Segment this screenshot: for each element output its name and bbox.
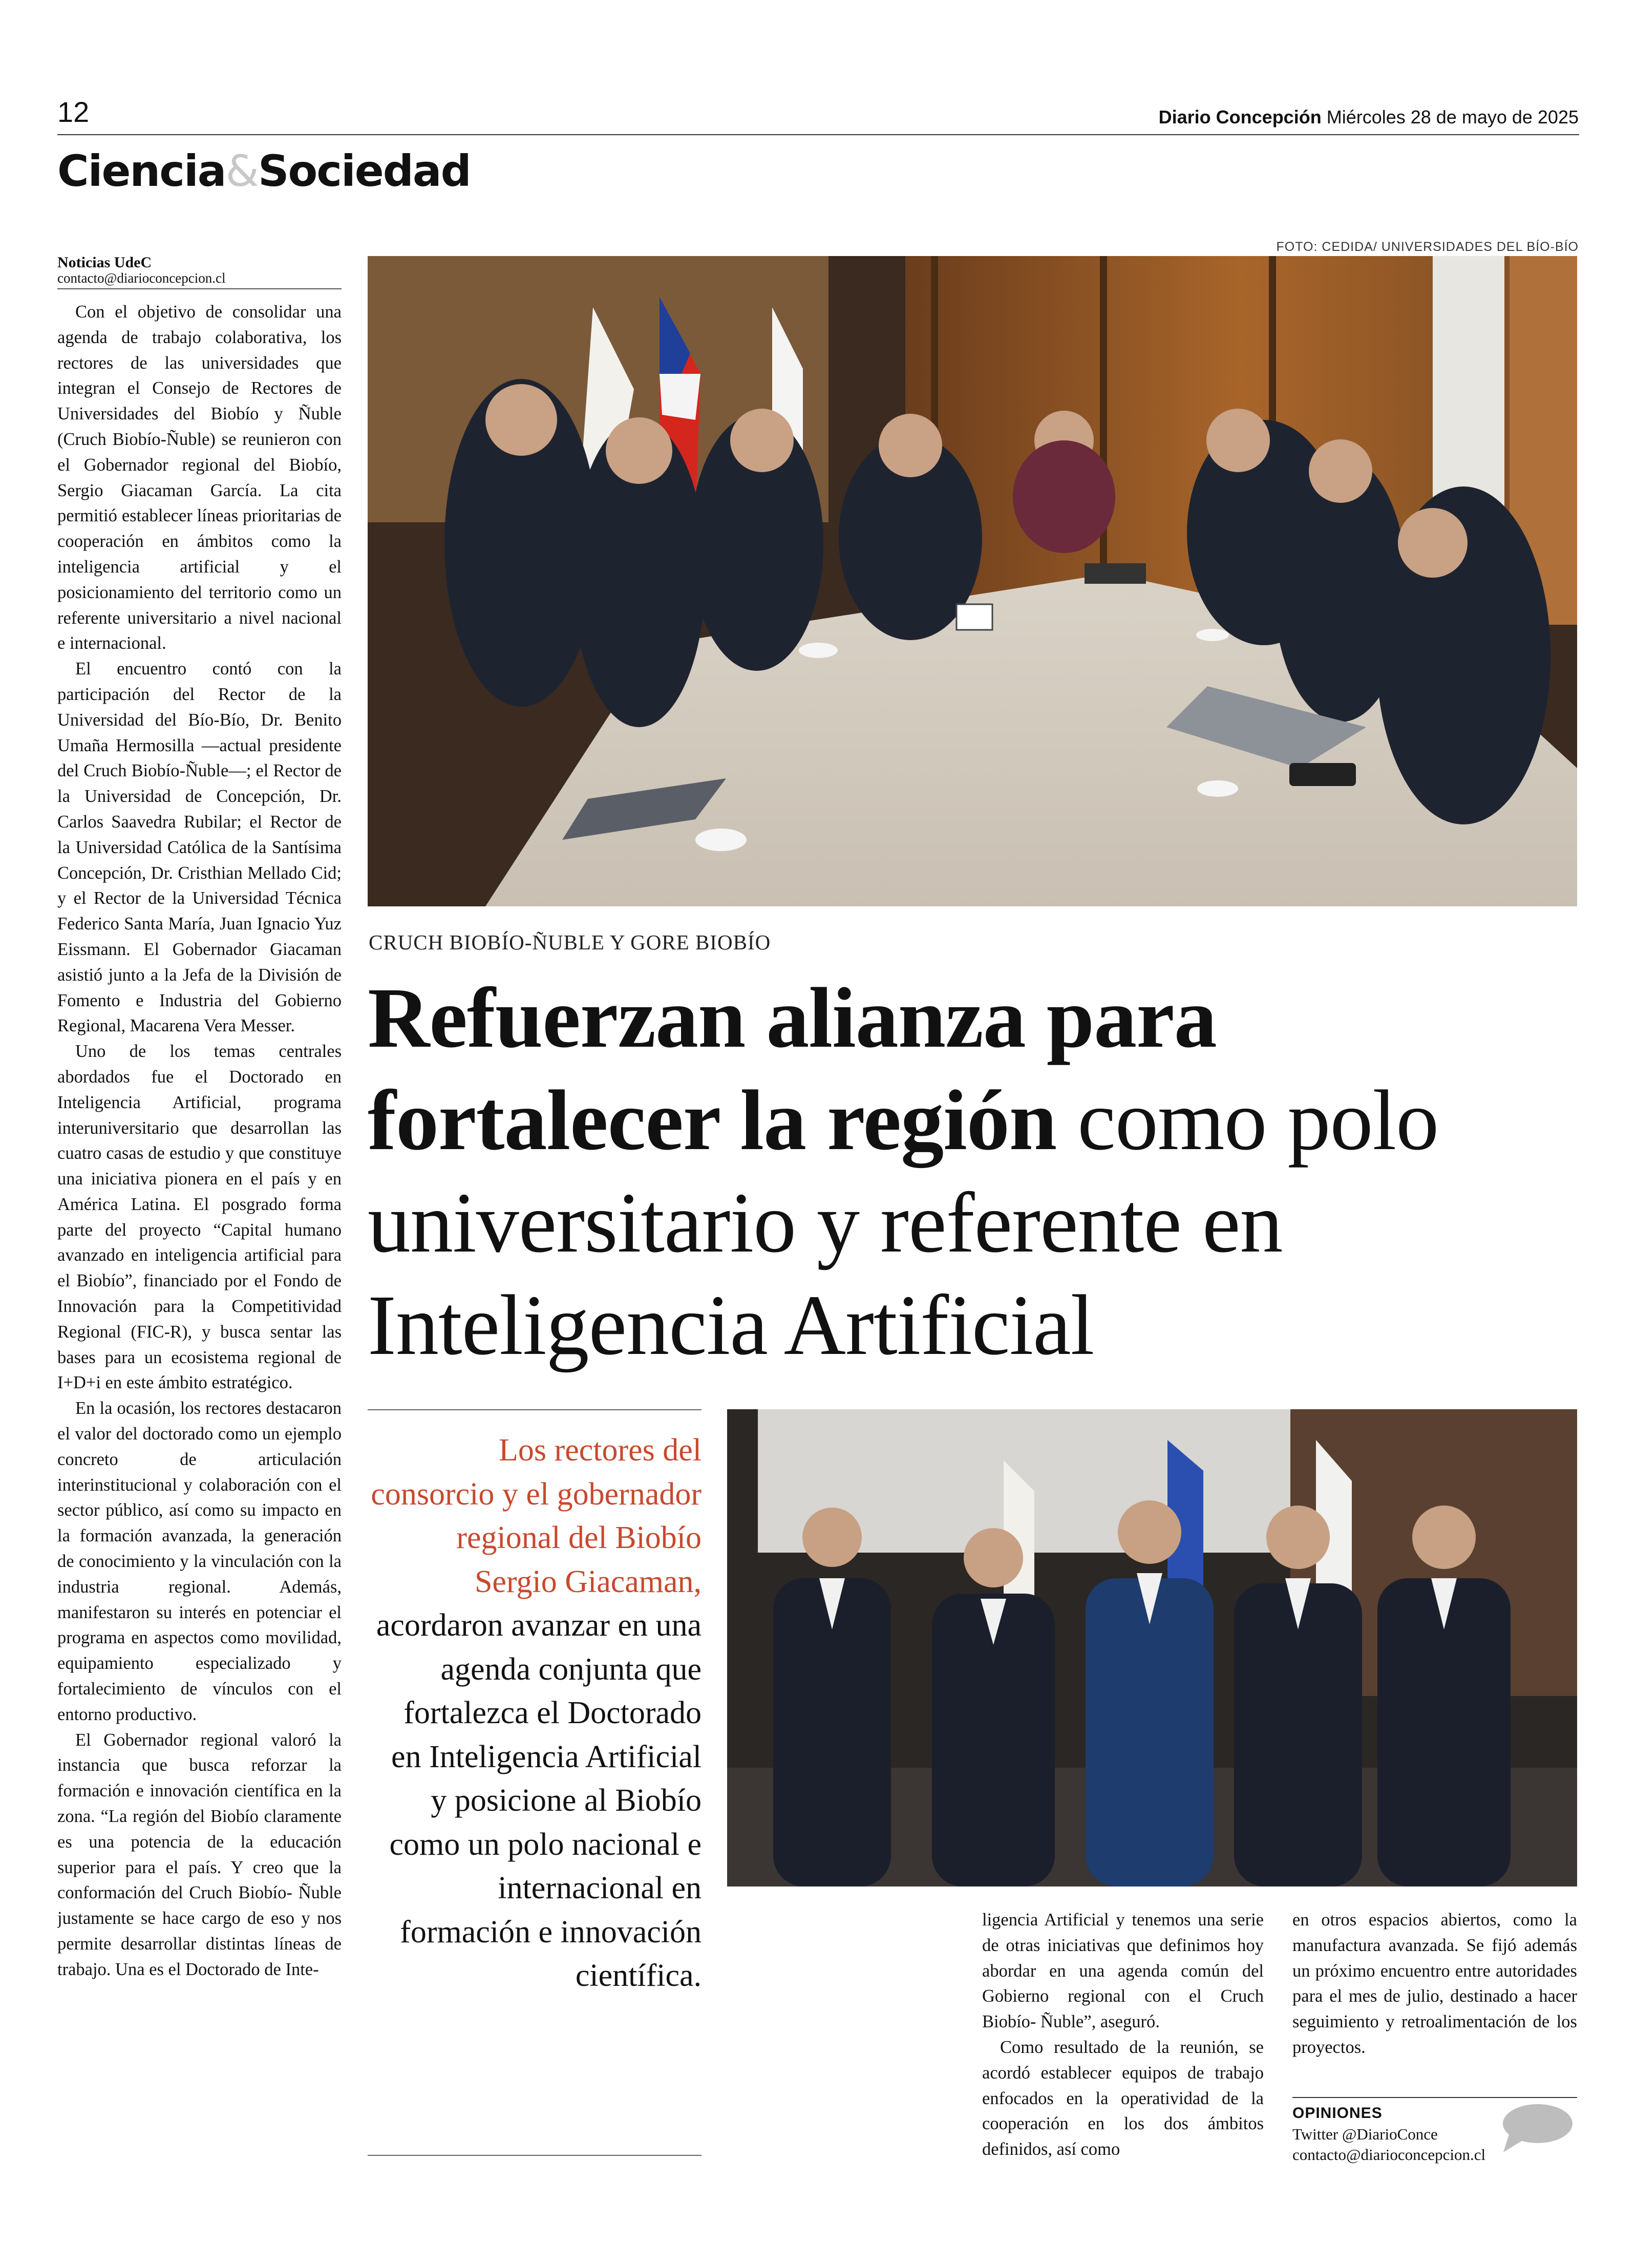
body-paragraph: Con el objetivo de consolidar una agenda de trabajo colaborativa, los rectores de las universidades que integran el Consejo de Rectores de Universidades del Biobío y Ñuble (Cruch Biobío-Ñuble) se reunieron con el Gobernador regional del Biobío, Sergio Giacaman García. La cita permitió establecer líneas prioritarias de cooperación en ámbitos como la inteligencia artificial y el posicionamiento del territorio como un referente universitario a nivel nacional e internacional. — [57, 302, 342, 653]
speech-bubble-icon — [1499, 2102, 1574, 2156]
section-title-ampersand: & — [225, 146, 258, 196]
issue-date: Miércoles 28 de mayo de 2025 — [1326, 107, 1579, 128]
article-column-right — [1292, 1907, 1577, 2061]
byline — [57, 255, 342, 286]
article-column-middle — [982, 1907, 1264, 2163]
byline-email: contacto@diarioconcepcion.cl — [57, 270, 226, 286]
group-photo — [727, 1409, 1577, 1887]
body-paragraph: en otros espacios abiertos, como la manufactura avanzada. Se fijó además un próximo encuentro entre autoridades para el mes de julio, destinado a hacer seguimiento y retroalimentación de los proyectos. — [1292, 1910, 1577, 2057]
header-divider — [57, 134, 1579, 135]
section-title-part2: Sociedad — [258, 146, 471, 196]
pullquote-top-rule — [368, 1409, 702, 1410]
headline-regular: como polo universitario y referente en Inteligencia Artificial — [368, 1073, 1439, 1373]
body-paragraph: En la ocasión, los rectores destacaron el valor del doctorado como un ejemplo concreto de articulación interinstitucional y colaboración con el sector público, así como su impacto en la formación avanzada, la generación de conocimiento y la vinculación con la industria regional. Además, manifestaron su interés en potenciar el programa en aspectos como movilidad, equipamiento especializado y fortalecimiento de vínculos con el entorno productivo. — [57, 1398, 342, 1724]
section-title-part1: Ciencia — [57, 146, 226, 196]
opinions-email: contacto@diarioconcepcion.cl — [1292, 2146, 1486, 2164]
pullquote-bottom-rule — [368, 2155, 702, 2156]
article-column-left — [57, 300, 342, 2153]
pullquote — [368, 1429, 702, 1998]
newspaper-dateline — [1159, 107, 1579, 128]
body-paragraph: ligencia Artificial y tenemos una serie de otras iniciativas que definimos hoy abordar en una agenda común del Gobierno regional con el Cruch Biobío- Ñuble”, aseguró. — [982, 1910, 1264, 2032]
opinions-twitter: Twitter @DiarioConce — [1292, 2125, 1438, 2143]
opinions-divider — [1292, 2097, 1577, 2098]
body-paragraph: El encuentro contó con la participación del Rector de la Universidad del Bío-Bío, Dr. Benito Umaña Hermosilla —actual presidente del Cruch Biobío-Ñuble—; el Rector de la Universidad de Concepción, Dr. Carlos Saavedra Rubilar; el Rector de la Universidad Católica de la Santísima Concepción, Dr. Cristhian Mellado Cid; y el Rector de la Universidad Técnica Federico Santa María, Juan Ignacio Yuz Eissmann. El Gobernador Giacaman asistió junto a la Jefa de la División de Fomento e Industria del Gobierno Regional, Macarena Vera Messer. — [57, 659, 342, 1036]
pullquote-text: acordaron avanzar en una agenda conjunta que fortalezca el Doctorado en Inteligencia Artificial y posicione al Biobío como un polo nacional e internacional en formación e innovación científica. — [376, 1608, 702, 1993]
pullquote-highlight: Los rectores del consorcio y el gobernador regional del Biobío Sergio Giacaman, — [371, 1433, 702, 1599]
body-paragraph: Uno de los temas centrales abordados fue el Doctorado en Inteligencia Artificial, programa interuniversitario que desarrollan las cuatro casas de estudio y que constituye una iniciativa pionera en el país y en América Latina. El posgrado forma parte del proyecto “Capital humano avanzado en inteligencia artificial para el Biobío”, financiado por el Fondo de Innovación para la Competitividad Regional (FIC-R), y busca sentar las bases para un ecosistema regional de I+D+i en este ámbito estratégico. — [57, 1042, 342, 1393]
byline-divider — [57, 288, 342, 289]
section-title — [57, 146, 471, 196]
byline-author: Noticias UdeC — [57, 254, 152, 271]
meeting-photo — [368, 256, 1577, 906]
headline — [368, 967, 1576, 1376]
kicker: CRUCH BIOBÍO-ÑUBLE Y GORE BIOBÍO — [369, 930, 771, 954]
opinions-label: OPINIONES — [1292, 2105, 1383, 2122]
body-paragraph: El Gobernador regional valoró la instancia que busca reforzar la formación e innovación científica en la zona. “La región del Biobío claramente es una potencia de la educación superior para el país. Y creo que la conformación del Cruch Biobío- Ñuble justamente se hace cargo de eso y nos permite desarrollar distintas líneas de trabajo. Una es el Doctorado de Inte- — [57, 1730, 342, 1979]
page-number: 12 — [57, 96, 90, 128]
headline-bold: Refuerzan alianza para fortalecer la región — [368, 970, 1217, 1168]
body-paragraph: Como resultado de la reunión, se acordó establecer equipos de trabajo enfocados en la operatividad de la cooperación en los dos ámbitos definidos, así como — [982, 2037, 1264, 2159]
newspaper-name: Diario Concepción — [1158, 107, 1322, 128]
photo-credit: FOTO: CEDIDA/ UNIVERSIDADES DEL BÍO-BÍO — [1276, 240, 1579, 254]
